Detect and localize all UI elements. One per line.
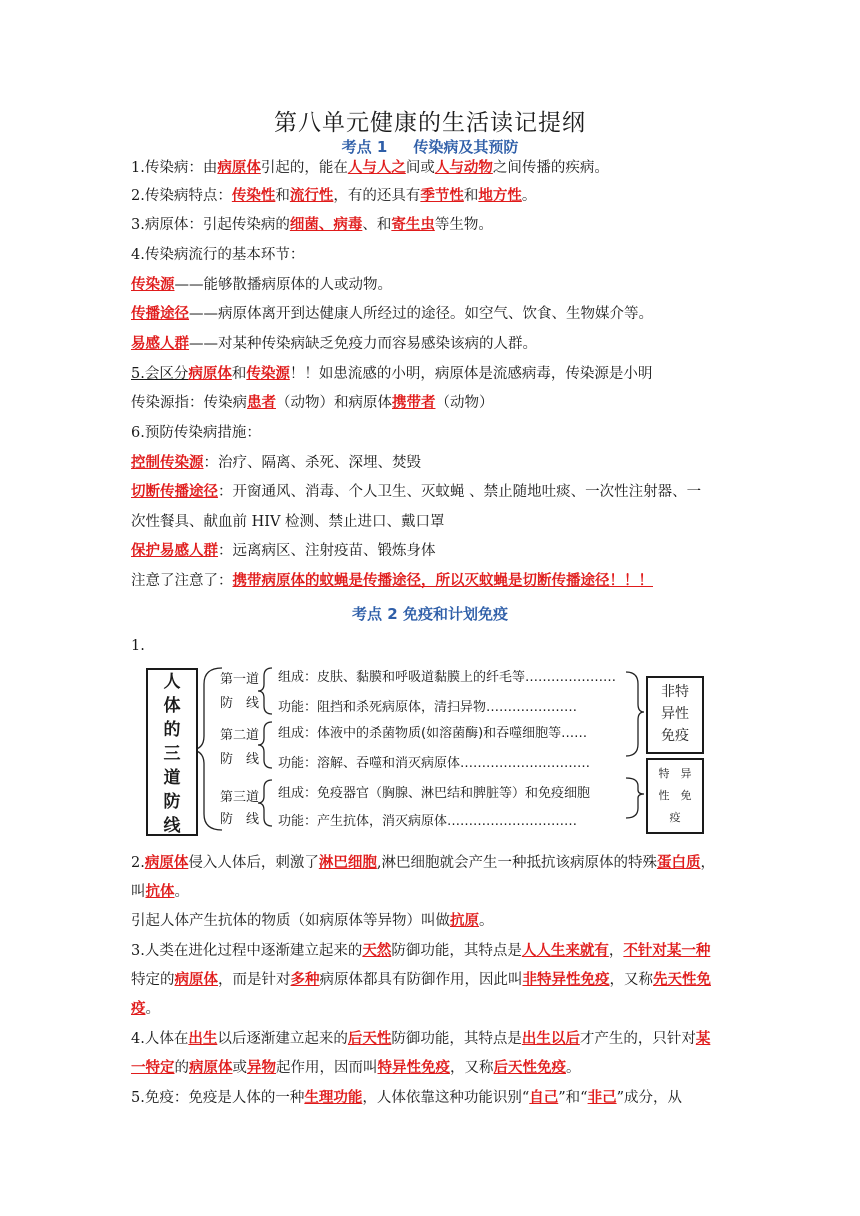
line-name: 防 线 — [220, 696, 260, 711]
text-line: 4.传染病流行的基本环节： — [131, 247, 305, 263]
line-function: 功能：阻挡和杀死病原体，清扫异物………………… — [278, 700, 578, 715]
text-line: 传播途径——病原体离开到达健康人所经过的途径。如空气、饮食、生物媒介等。 — [131, 305, 653, 322]
section-heading-1 — [0, 136, 860, 157]
text-line: 疫。 — [131, 1000, 160, 1017]
text-line: 传染源指：传染病患者（动物）和病原体携带者（动物） — [131, 394, 494, 411]
line-composition: 组成：皮肤、黏膜和呼吸道黏膜上的纤毛等………………… — [278, 670, 617, 685]
text-line: 3.病原体：引起传染病的细菌、病毒、和寄生虫等生物。 — [131, 216, 493, 233]
text-line: 切断传播途径：开窗通风、消毒、个人卫生、灭蚊蝇 、禁止随地吐痰、一次性注射器、一 — [131, 483, 702, 500]
three-lines-box: 人 体 的 三 道 防 线 — [146, 668, 198, 836]
line-function: 功能：产生抗体，消灭病原体………………………… — [278, 814, 578, 829]
text-line: 1. — [131, 638, 145, 654]
section-name: 免疫和计划免疫 — [402, 605, 508, 623]
text-line: 引起人体产生抗体的物质（如病原体等异物）叫做抗原。 — [131, 912, 494, 929]
line-name: 防 线 — [220, 812, 260, 827]
specific-immunity-box: 特 异 性 免 疫 — [646, 758, 704, 834]
text-line: 1.传染病：由病原体引起的，能在人与人之间或人与动物之间传播的疾病。 — [131, 159, 609, 176]
line-composition: 组成：免疫器官（胸腺、淋巴结和脾脏等）和免疫细胞 — [278, 786, 591, 801]
section-name: 传染病及其预防 — [413, 138, 519, 156]
text-line: 注意了注意了：携带病原体的蚊蝇是传播途径，所以灭蚊蝇是切断传播途径！！！ — [131, 572, 653, 589]
section-heading-2 — [0, 603, 860, 624]
line-name: 第二道 — [220, 728, 260, 743]
text-line: 6.预防传染病措施： — [131, 425, 261, 441]
line-name: 第三道 — [220, 790, 260, 805]
text-line: 3.人类在进化过程中逐渐建立起来的天然防御功能，其特点是人人生来就有，不针对某一种 — [131, 942, 711, 959]
text-line: 5.免疫：免疫是人体的一种生理功能，人体依靠这种功能识别“自己”和“非己”成分，从 — [131, 1089, 683, 1106]
line-composition: 组成：体液中的杀菌物质(如溶菌酶)和吞噬细胞等…… — [278, 726, 588, 741]
immune-defense-diagram — [140, 662, 730, 842]
text-line: 保护易感人群：远离病区、注射疫苗、锻炼身体 — [131, 542, 436, 559]
text-line: 5.会区分病原体和传染源！！如患流感的小明，病原体是流感病毒，传染源是小明 — [131, 365, 653, 382]
text-line: 2.传染病特点：传染性和流行性，有的还具有季节性和地方性。 — [131, 187, 537, 204]
document-title: 第八单元健康的生活读记提纲 — [274, 110, 586, 136]
section-label: 考点 1 — [341, 138, 388, 156]
text-line: 控制传染源：治疗、隔离、杀死、深埋、焚毁 — [131, 454, 421, 471]
line-name: 第一道 — [220, 672, 260, 687]
text-line: 特定的病原体，而是针对多种病原体都具有防御作用，因此叫非特异性免疫，又称先天性免 — [131, 971, 711, 988]
text-line: 传染源——能够散播病原体的人或动物。 — [131, 276, 392, 293]
text-line: 易感人群——对某种传染病缺乏免疫力而容易感染该病的人群。 — [131, 335, 537, 352]
line-name: 防 线 — [220, 752, 260, 767]
text-line: 一特定的病原体或异物起作用，因而叫特异性免疫，又称后天性免疫。 — [131, 1059, 581, 1076]
text-line: 2.病原体侵入人体后，刺激了淋巴细胞,淋巴细胞就会产生一种抵抗该病原体的特殊蛋白质， — [131, 854, 715, 871]
text-line: 次性餐具、献血前 HIV 检测、禁止进口、戴口罩 — [131, 514, 445, 530]
line-function: 功能：溶解、吞噬和消灭病原体………………………… — [278, 756, 591, 771]
text-line: 叫抗体。 — [131, 883, 189, 900]
section-label: 考点 2 — [352, 605, 398, 623]
nonspecific-immunity-box: 非特 异性 免疫 — [646, 676, 704, 754]
text-line: 4.人体在出生以后逐渐建立起来的后天性防御功能，其特点是出生以后才产生的，只针对某 — [131, 1030, 711, 1047]
